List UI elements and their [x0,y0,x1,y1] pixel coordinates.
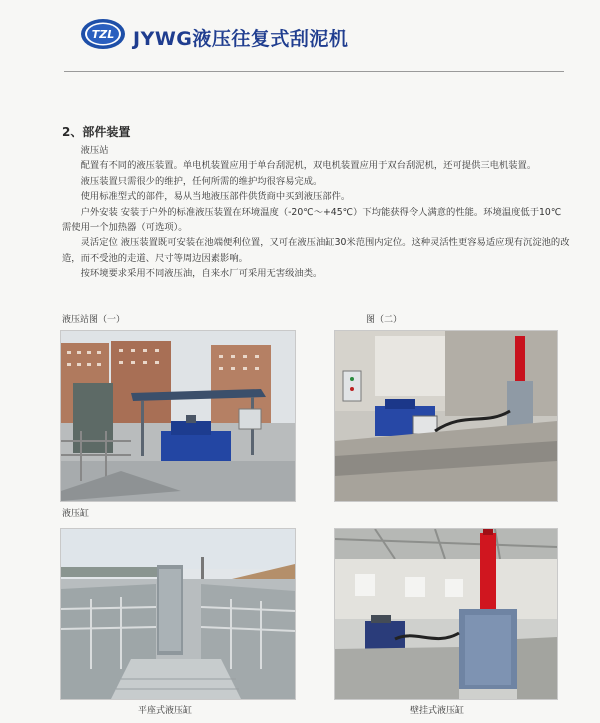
photo-hydraulic-station-2 [334,330,558,502]
tzl-logo [80,18,126,50]
caption-fig1: 液压站图（一） [62,315,126,325]
photo-hydraulic-station-1 [60,330,296,502]
paragraph: 配置有不同的液压装置。单电机装置应用于单台刮泥机，双电机装置应用于双台刮泥机，还可提供三电机装置。 [80,160,537,172]
paragraph: 按环境要求采用不同液压油，自来水厂可采用无害级油类。 [80,268,323,280]
header-divider [64,71,564,72]
paragraph: 液压装置只需很少的维护，任何所需的维护均很容易完成。 [80,175,323,187]
caption-cylinder: 液压缸 [62,509,90,519]
photo-wall-cylinder [334,528,558,700]
section-heading: 2、部件装置 [62,125,131,139]
paragraph: 使用标准型式的部件，易从当地液压部件供货商中买到液压部件。 [80,191,351,203]
caption-flat-cylinder: 平座式液压缸 [138,706,193,716]
page-header [0,0,600,72]
photo-flat-cylinder [60,528,296,700]
section-body [62,143,570,282]
paragraph: 液压站 [80,145,109,156]
caption-wall-cylinder: 壁挂式液压缸 [410,706,465,716]
svg-text:TZL: TZL [91,28,115,41]
paragraph: 户外安装 安装于户外的标准液压装置在环境温度（-20℃～+45℃）下均能获得令人满意的性能。环境温度低于10℃需使用一个加热器（可选项）。 [62,206,562,234]
caption-fig2: 图（二） [366,315,403,325]
page-title: JYWG液压往复式刮泥机 [133,28,349,50]
paragraph: 灵活定位 液压装置既可安装在池端便利位置，又可在液压油缸30米范围内定位。这种灵活性更容易适应现有沉淀池的改造，而不受池的走道、尺寸等周边因素影响。 [62,237,570,264]
